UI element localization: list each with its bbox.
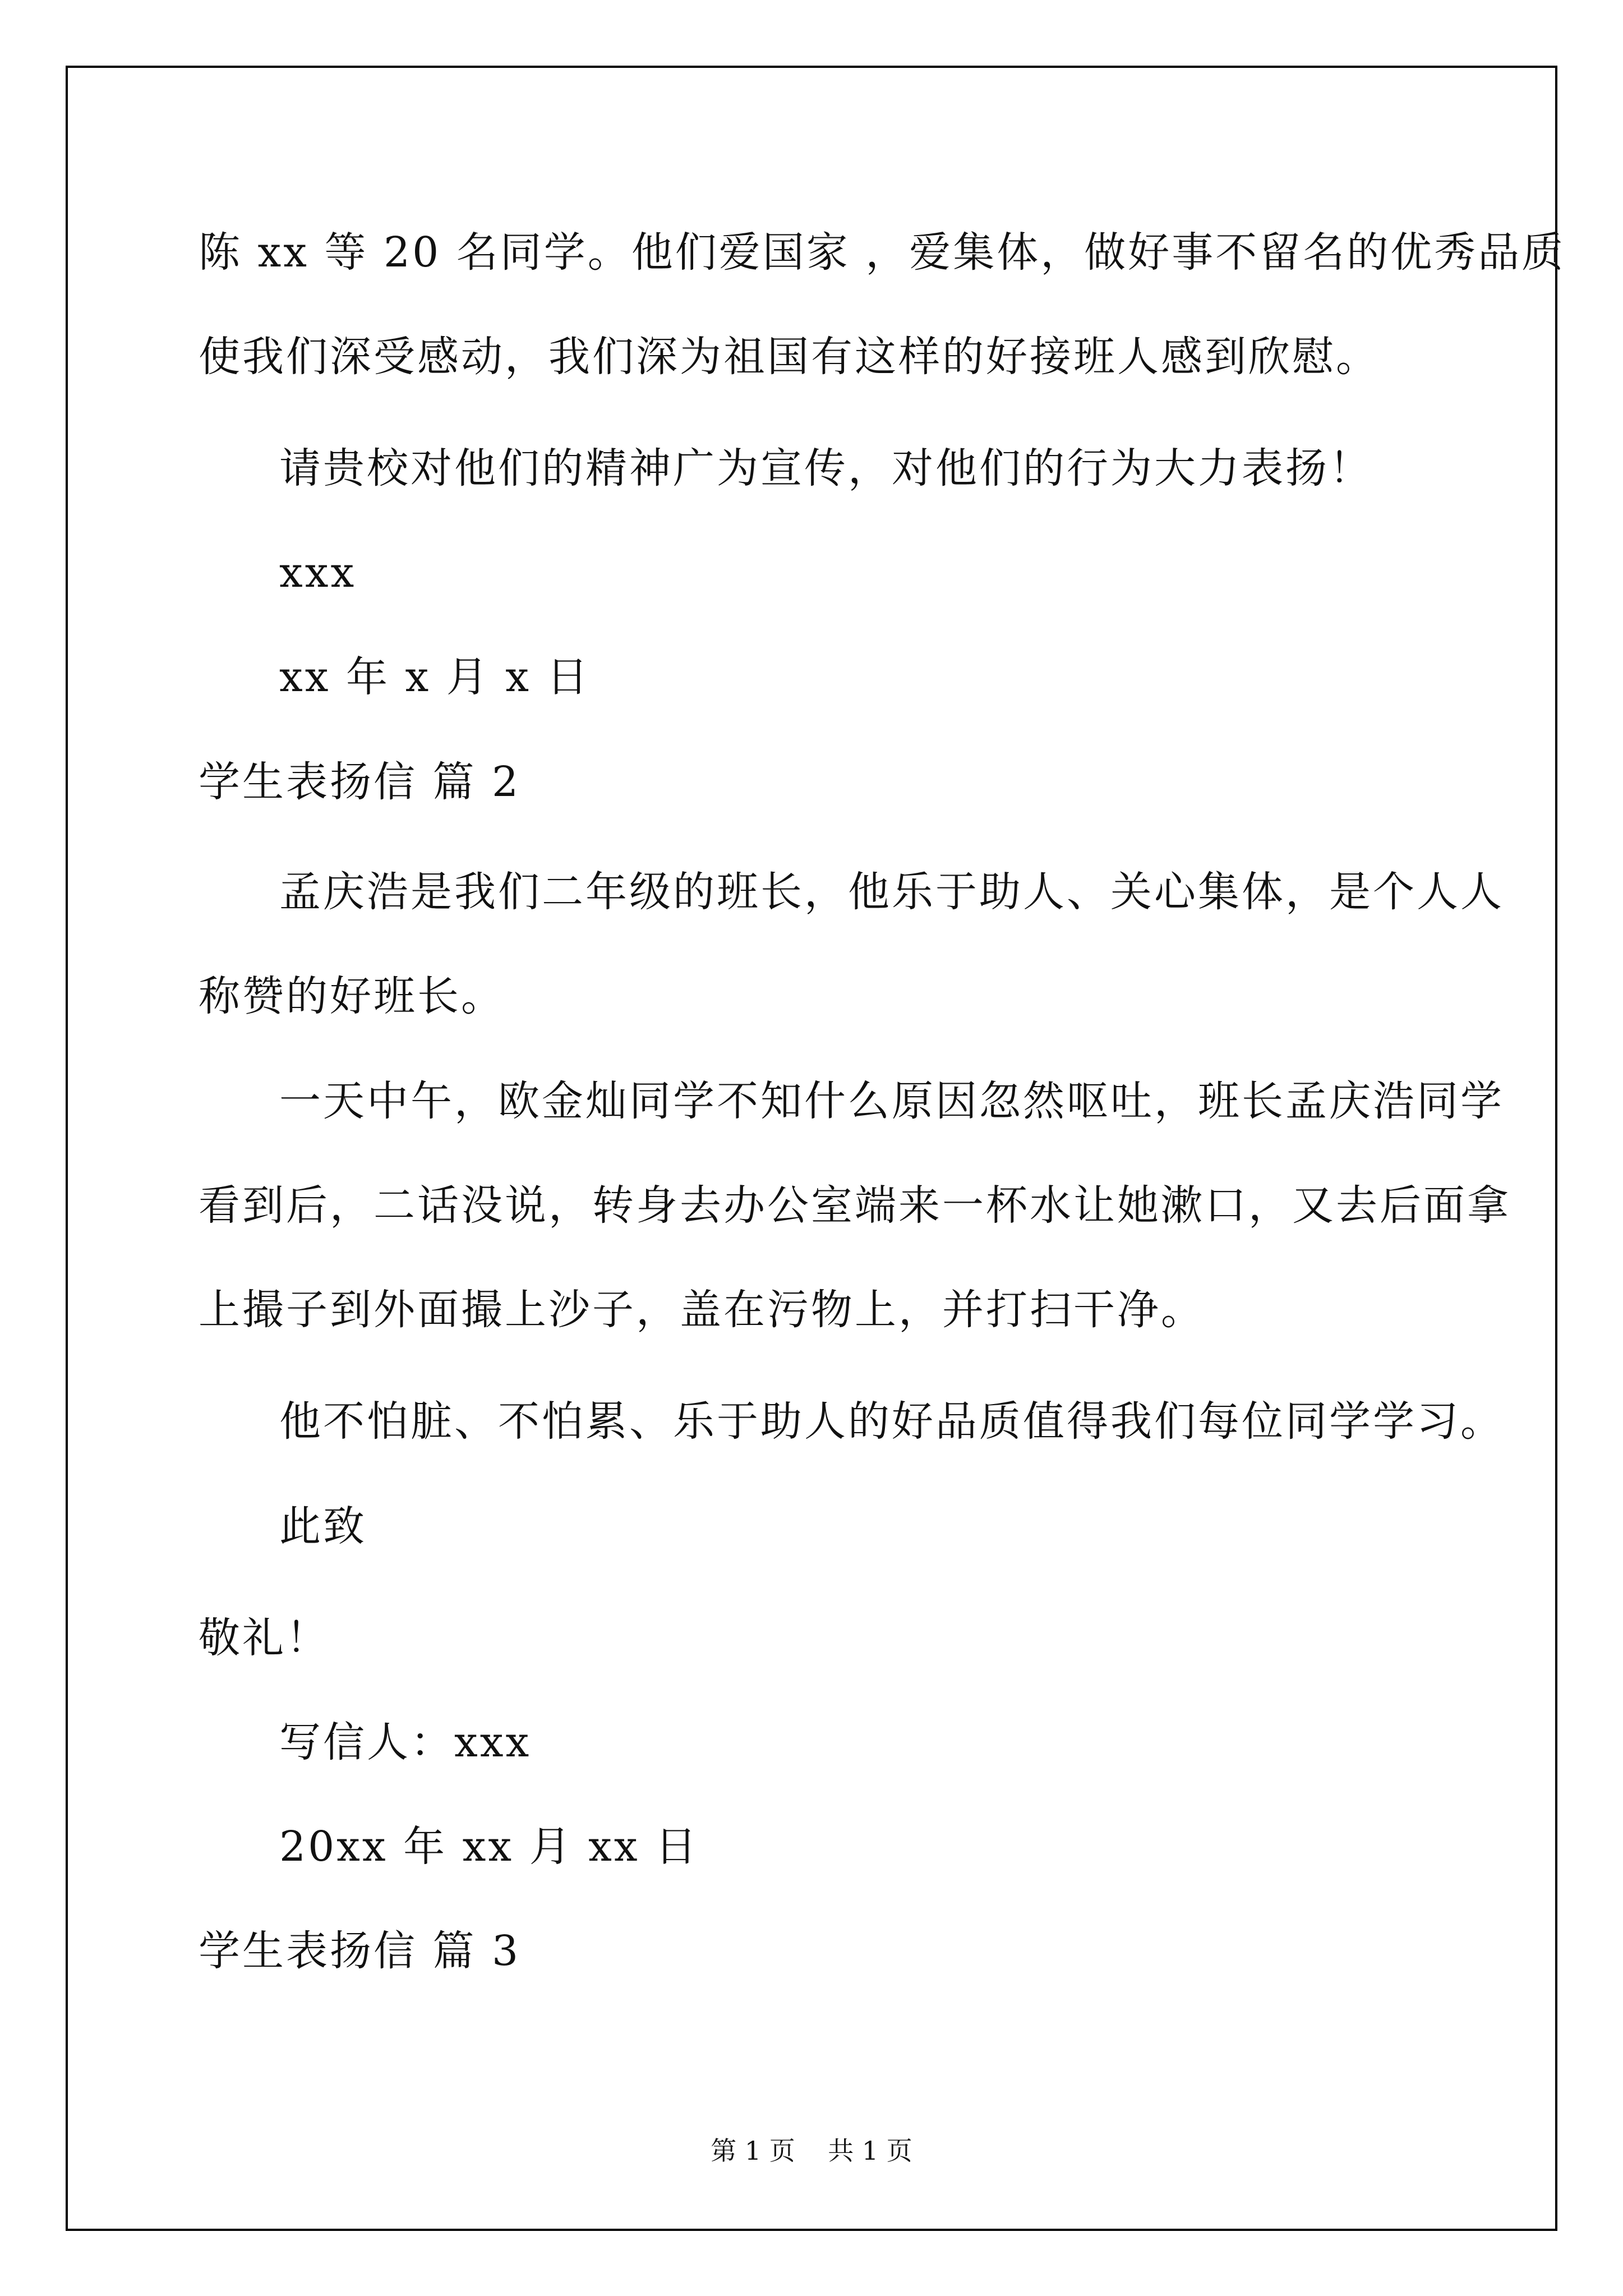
- signature-name: xxx: [279, 549, 357, 597]
- paragraph-line: 请贵校对他们的精神广为宣传，对他们的行为大力表扬！: [279, 444, 1373, 493]
- page-footer: 第 1 页 共 1 页: [711, 2136, 912, 2166]
- paragraph-line: 他不怕脏、不怕累、乐于助人的好品质值得我们每位同学学习。: [279, 1397, 1504, 1446]
- writer-line: 写信人：xxx: [279, 1718, 532, 1766]
- salutation-line: 敬礼！: [199, 1614, 330, 1662]
- paragraph-line: 上撮子到外面撮上沙子，盖在污物上，并打扫干净。: [199, 1286, 1205, 1334]
- paragraph-line: 称赞的好班长。: [199, 972, 505, 1020]
- date-line: 20xx 年 xx 月 xx 日: [279, 1823, 699, 1871]
- closing-line: 此致: [279, 1502, 367, 1550]
- page-border: [66, 66, 1557, 2231]
- paragraph-line: 陈 xx 等 20 名同学。他们爱国家 ，爱集体，做好事不留名的优秀品质: [199, 228, 1566, 277]
- paragraph-line: 一天中午，欧金灿同学不知什么原因忽然呕吐，班长孟庆浩同学: [279, 1077, 1504, 1125]
- paragraph-line: 使我们深受感动，我们深为祖国有这样的好接班人感到欣慰。: [199, 333, 1380, 381]
- paragraph-line: 看到后，二话没说，转身去办公室端来一杯水让她漱口，又去后面拿: [199, 1181, 1511, 1230]
- paragraph-line: 孟庆浩是我们二年级的班长，他乐于助人、关心集体，是个人人: [279, 868, 1504, 916]
- date-line: xx 年 x 月 x 日: [279, 653, 591, 701]
- section-heading: 学生表扬信 篇 2: [199, 758, 521, 806]
- section-heading: 学生表扬信 篇 3: [199, 1927, 521, 1975]
